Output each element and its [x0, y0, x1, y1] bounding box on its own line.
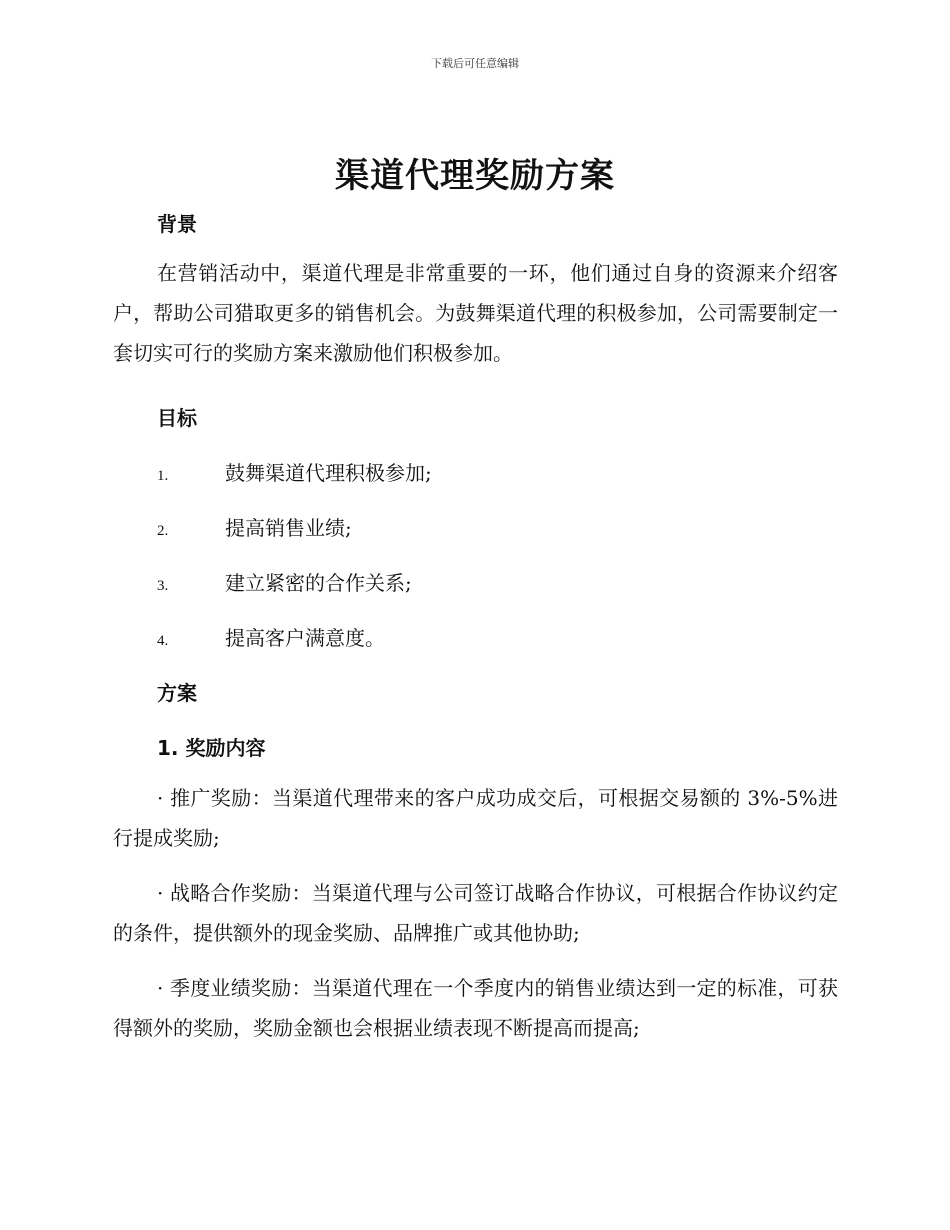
goal-item-number: 3.: [157, 578, 169, 594]
goal-item-number: 1.: [157, 468, 169, 484]
heading-plan: 方案: [157, 681, 197, 705]
subheading-reward-content: 1. 奖励内容: [157, 736, 266, 760]
header-note: 下载后可任意编辑: [431, 57, 519, 70]
goal-item-number: 4.: [157, 633, 169, 649]
background-paragraph: 在营销活动中，渠道代理是非常重要的一环，他们通过自身的资源来介绍客户，帮助公司猎取更多的销售机会。为鼓舞渠道代理的积极参加，公司需要制定一套切实可行的奖励方案来激励他们积极参加。: [113, 261, 838, 365]
heading-background: 背景: [157, 212, 197, 236]
goal-item: [157, 457, 432, 486]
goal-item-text: 鼓舞渠道代理积极参加;: [225, 461, 432, 485]
goal-item: [157, 512, 352, 541]
reward-item: · 季度业绩奖励：当渠道代理在一个季度内的销售业绩达到一定的标准，可获得额外的奖励，奖励金额也会根据业绩表现不断提高而提高;: [113, 976, 838, 1040]
document-title: 渠道代理奖励方案: [335, 156, 615, 196]
reward-item: · 推广奖励：当渠道代理带来的客户成功成交后，可根据交易额的 3%-5%进行提成奖励;: [113, 786, 838, 850]
goal-item-text: 提高销售业绩;: [225, 516, 352, 540]
reward-item: · 战略合作奖励：当渠道代理与公司签订战略合作协议，可根据合作协议约定的条件，提供额外的现金奖励、品牌推广或其他协助;: [113, 881, 838, 945]
goal-item: [157, 567, 412, 596]
goal-item: [157, 622, 385, 651]
goal-item-text: 建立紧密的合作关系;: [225, 571, 412, 595]
goal-item-text: 提高客户满意度。: [225, 626, 385, 650]
heading-goals: 目标: [157, 406, 197, 430]
goal-item-number: 2.: [157, 523, 169, 539]
